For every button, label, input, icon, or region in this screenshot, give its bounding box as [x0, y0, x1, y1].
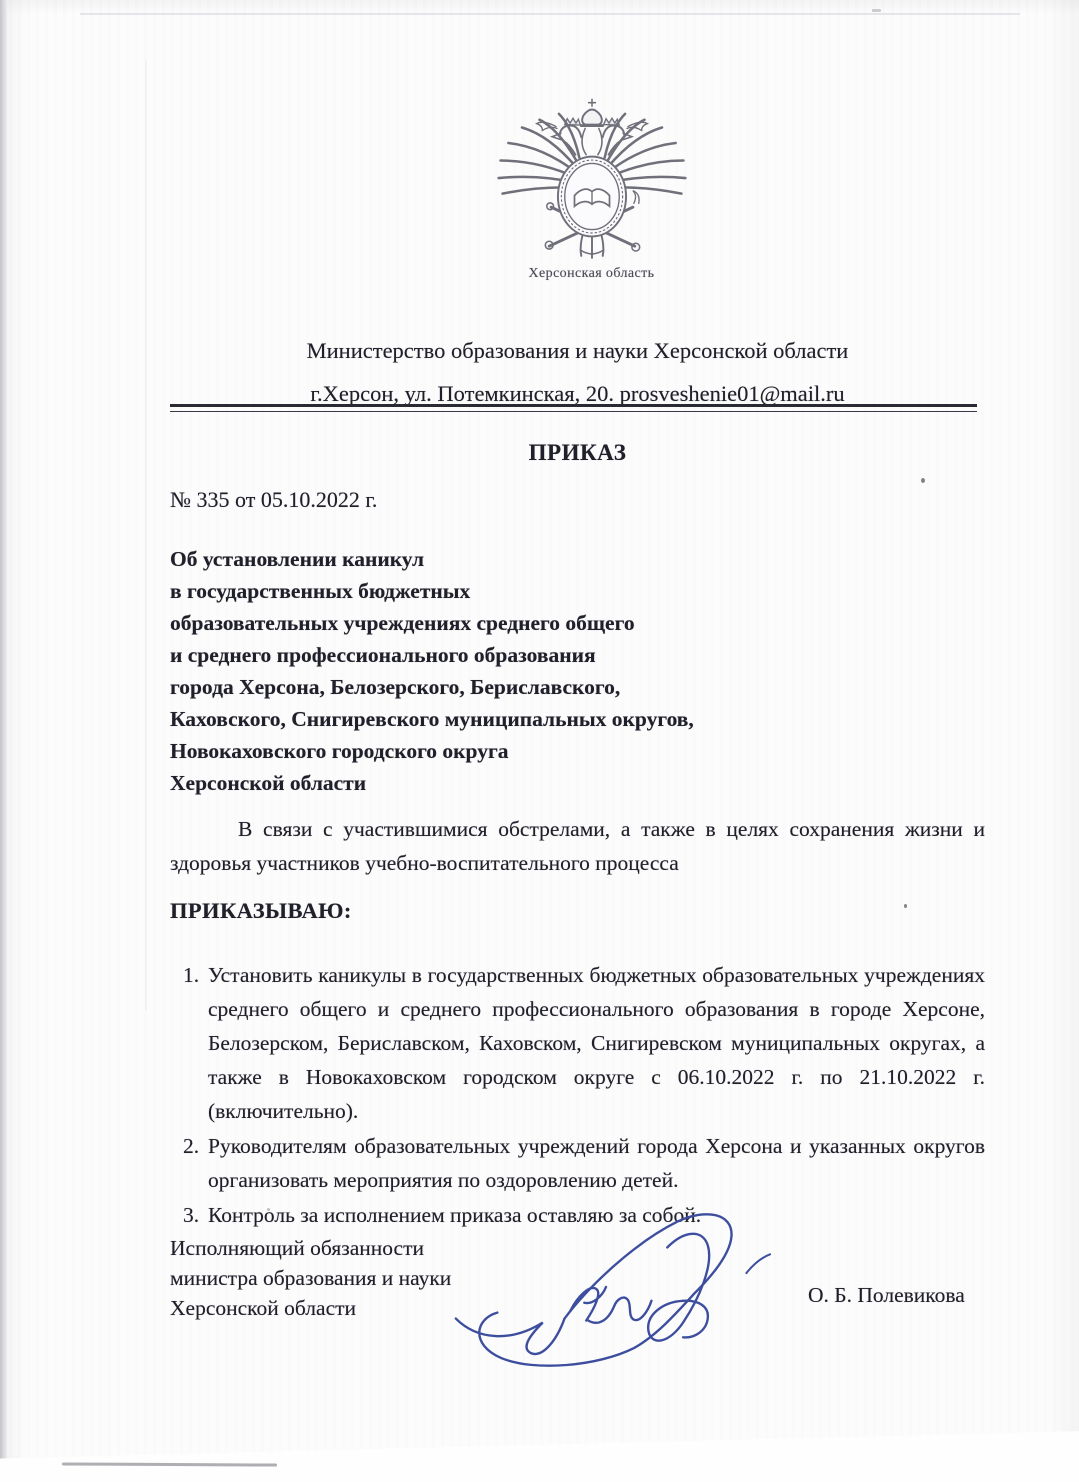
scan-paper-edge — [0, 1420, 1079, 1482]
signer-title-line: министра образования и науки — [170, 1266, 452, 1290]
scan-edge-left — [0, 0, 7, 1482]
subject-block — [170, 543, 985, 799]
order-item-text: Руководителям образовательных учреждений города Херсона и указанных округов организовать мероприятия по оздоровлению детей. — [208, 1134, 985, 1192]
order-item — [170, 1129, 985, 1197]
order-item-number: 2. — [183, 1134, 200, 1158]
scan-artifact-top — [80, 13, 1020, 15]
coat-of-arms — [170, 96, 985, 282]
signer-title-line: Исполняющий обязанности — [170, 1236, 424, 1260]
order-item — [170, 958, 985, 1128]
org-name: Министерство образования и науки Херсонской области — [306, 338, 849, 363]
handwritten-signature — [440, 1192, 776, 1370]
order-heading: ПРИКАЗЫВАЮ: — [170, 898, 352, 923]
double-headed-eagle-icon — [485, 96, 699, 264]
order-item-number: 1. — [183, 963, 200, 987]
order-item-text: Установить каникулы в государственных бюджетных образовательных учреждениях среднего общего и среднего профессионального образования в городе Херсоне, Белозерском, Бериславском, Каховском, Снигиревском муниципальных округах, а также в Новокаховском городском округе с 06.10.2022 г. по 21.10.2022 г. (включительно). — [208, 963, 985, 1123]
header-rule — [170, 404, 977, 412]
subject-line: города Херсона, Белозерского, Бериславского, — [170, 675, 621, 699]
subject-line: Херсонской области — [170, 771, 367, 795]
subject-line: и среднего профессионального образования — [170, 643, 596, 667]
org-address: г.Херсон, ул. Потемкинская, 20. prosveshenie01@mail.ru — [310, 381, 845, 406]
subject-line: Каховского, Снигиревского муниципальных округов, — [170, 707, 694, 731]
subject-line: образовательных учреждениях среднего общего — [170, 611, 635, 635]
order-item-number: 3. — [183, 1203, 200, 1227]
scan-speck — [921, 478, 925, 483]
doc-number: № 335 от 05.10.2022 г. — [170, 487, 378, 512]
preamble-paragraph: В связи с участившимися обстрелами, а также в целях сохранения жизни и здоровья участников учебно-воспитательного процесса — [170, 817, 985, 875]
paper-crease — [145, 60, 147, 1010]
order-item-text: Контроль за исполнением приказа оставляю за собой. — [208, 1203, 702, 1227]
signer-name: О. Б. Полевикова — [808, 1283, 965, 1307]
doc-title: ПРИКАЗ — [528, 440, 627, 465]
signer-title-line: Херсонской области — [170, 1296, 357, 1320]
scan-speck — [872, 9, 881, 12]
subject-line: Об установлении каникул — [170, 547, 425, 571]
subject-line: Новокаховского городского округа — [170, 739, 509, 763]
subject-line: в государственных бюджетных — [170, 579, 471, 603]
emblem-caption: Херсонская область — [528, 266, 655, 281]
